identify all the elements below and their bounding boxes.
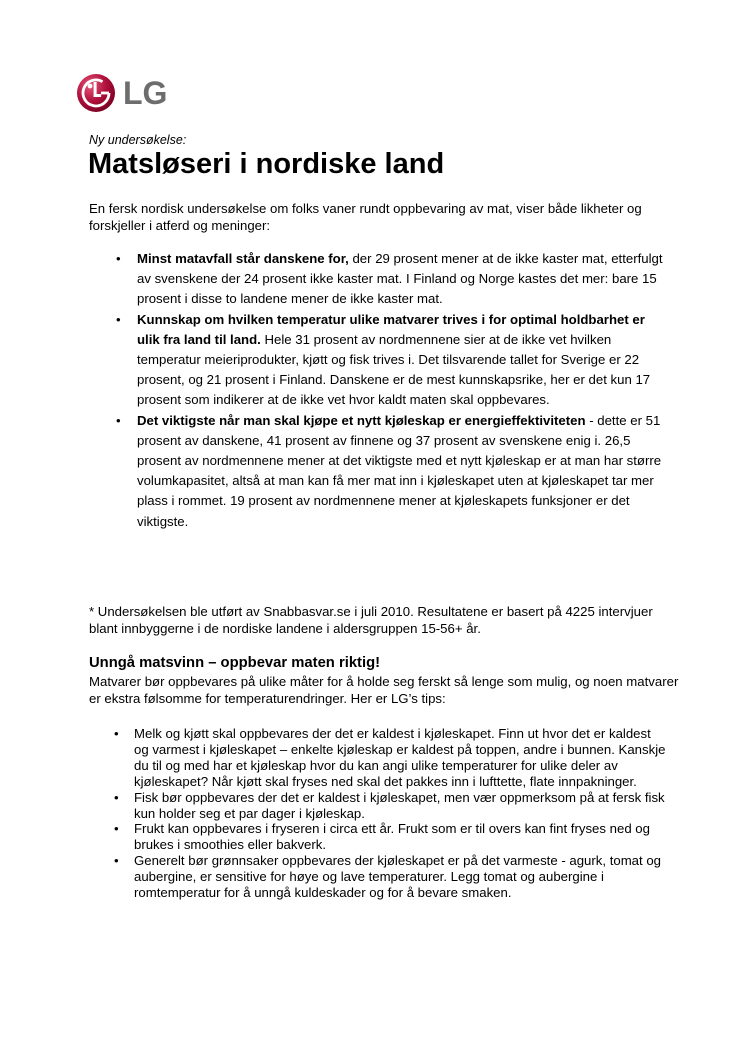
tips-list (89, 726, 669, 901)
bullet-icon: • (114, 821, 119, 837)
finding-bold: Minst matavfall står danskene for, (137, 251, 349, 266)
page-title: Matsløseri i nordiske land (88, 148, 445, 180)
tip-text: Fisk bør oppbevares der det er kaldest i kjøleskapet, men vær oppmerksom på at fersk fisk kun holder seg et par dager i kjøleskap. (134, 789, 665, 821)
list-item (89, 249, 669, 310)
lg-logo (76, 72, 167, 114)
tip-text: Frukt kan oppbevares i fryseren i circa ett år. Frukt som er til overs kan fint fryses ned og brukes i smoothies eller bakverk. (134, 821, 650, 853)
kicker: Ny undersøkelse: (89, 133, 187, 147)
finding-text: Hele 31 prosent av nordmennene sier at de ikke vet hvilken temperatur meieriprodukter, kjøtt og fisk trives i. Det tilsvarende tallet for Sverige er 22 prosent, og 21 prosent i Finland. Danskene er de mest kunnskapsrike, her er det kun 17 prosent som indikerer at de ikke vet hvor kaldt maten skal oppbevares. (137, 331, 651, 408)
lg-wordmark: LG (123, 75, 168, 111)
findings-list (89, 249, 669, 532)
intro-paragraph: En fersk nordisk undersøkelse om folks vaner rundt oppbevaring av mat, viser både likheter og forskjeller i atferd og meninger: (89, 201, 642, 233)
finding-text: der 29 prosent mener at de ikke kaster mat, etterfulgt av svenskene der 24 prosent ikke kaster mat. I Finland og Norge kastes det mer: bare 15 prosent i disse to landene mener de ikke kaster mat. (137, 251, 663, 307)
list-item (89, 790, 669, 822)
bullet-icon: • (114, 853, 119, 869)
tip-text: Melk og kjøtt skal oppbevares der det er kaldest i kjøleskapet. Finn ut hvor det er kaldest og varmest i kjøleskapet – enkelte kjøleskap er kaldest på toppen, andre i bunnen. Kanskje du til og med har et kjøleskap hvor du kan angi ulike temperaturer for ulike deler av kjøleskapet? Når kjøtt skal fryses ned skal det pakkes inn i lufttette, flate innpakninger. (134, 726, 666, 789)
bullet-icon: • (116, 412, 121, 428)
bullet-icon: • (114, 789, 119, 805)
lg-face-icon (76, 73, 116, 113)
list-item (89, 310, 669, 411)
tip-text: Generelt bør grønnsaker oppbevares der kjøleskapet er på det varmeste - agurk, tomat og aubergine, er sensitive for høye og lave temperaturer. Legg tomat og aubergine i romtemperatur for å unngå kuldeskader og for å bevare smaken. (134, 853, 662, 901)
bullet-icon: • (116, 311, 121, 327)
list-item (89, 411, 669, 532)
bullet-icon: • (116, 251, 121, 266)
survey-note: * Undersøkelsen ble utført av Snabbasvar.se i juli 2010. Resultatene er basert på 4225 intervjuer blant innbyggerne i de nordiske landene i aldersgruppen 15-56+ år. (89, 604, 653, 636)
finding-bold: Kunnskap om hvilken temperatur ulike matvarer trives i for optimal holdbarhet er ulik fra land til land. (137, 311, 645, 347)
bullet-icon: • (114, 726, 119, 741)
finding-text: - dette er 51 prosent av danskene, 41 prosent av finnene og 37 prosent av svenskene enig i. 26,5 prosent av nordmennene mener at det viktigste med et nytt kjøleskap er at man har større volumkapasitet, altså at man kan få mer mat inn i kjøleskapet uten at kjøleskapet tar mer plass i rommet. 19 prosent av nordmennene mener at kjøleskapets funksjoner er det viktigste. (137, 412, 662, 529)
list-item (89, 726, 669, 790)
finding-bold: Det viktigste når man skal kjøpe et nytt kjøleskap er energieffektiviteten (137, 412, 586, 428)
list-item (89, 821, 669, 853)
section-heading: Unngå matsvinn – oppbevar maten riktig! (89, 655, 381, 671)
section-paragraph: Matvarer bør oppbevares på ulike måter for å holde seg ferskt så lenge som mulig, og noen matvarer er ekstra følsomme for temperaturendringer. Her er LG’s tips: (89, 674, 679, 706)
list-item (89, 853, 669, 901)
